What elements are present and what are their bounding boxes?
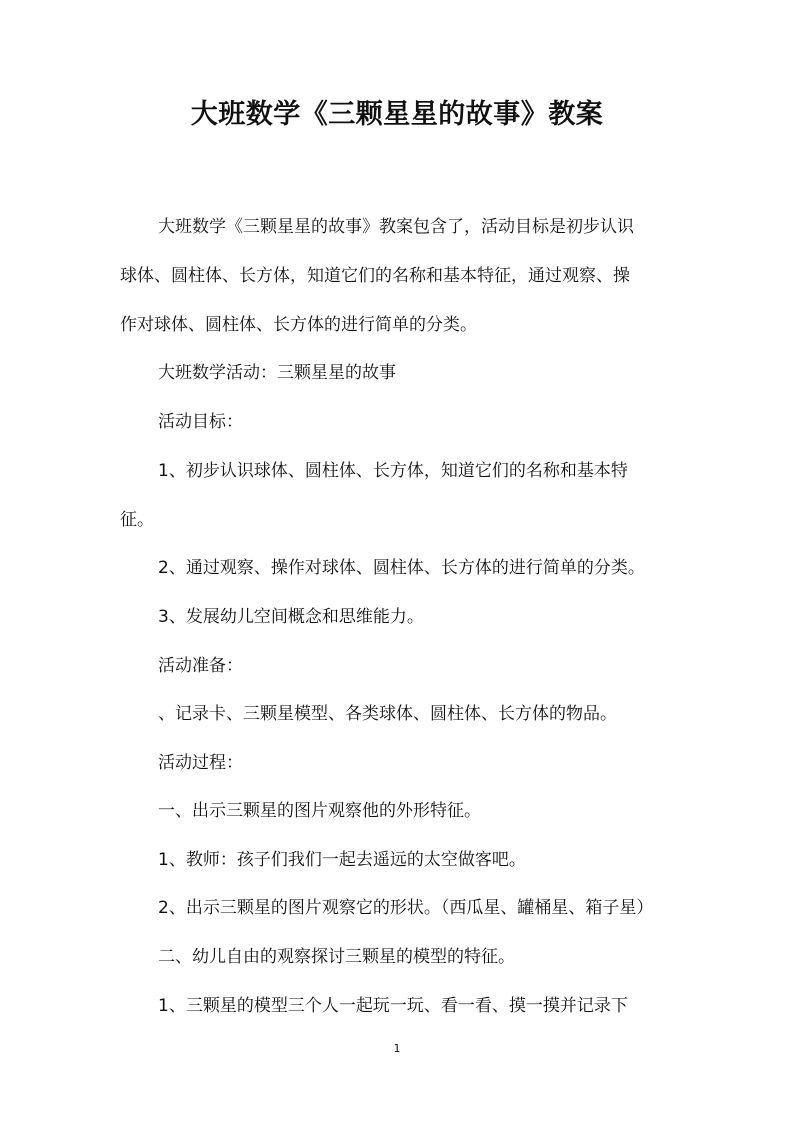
section-heading: 活动过程： [158, 753, 243, 773]
document-title: 大班数学《三颗星星的故事》教案 [190, 99, 604, 130]
section-heading: 活动准备： [158, 656, 243, 676]
list-item: 2、通过观察、操作对球体、圆柱体、长方体的进行简单的分类。 [158, 558, 645, 578]
list-item: 一、出示三颗星的图片观察他的外形特征。 [158, 801, 481, 821]
list-item-continuation: 征。 [120, 510, 154, 530]
list-item: 1、初步认识球体、圆柱体、长方体，知道它们的名称和基本特 [158, 461, 628, 481]
list-item: 1、三颗星的模型三个人一起玩一玩、看一看、摸一摸并记录下 [158, 996, 628, 1016]
page-number: 1 [393, 1042, 401, 1055]
list-item: 3、发展幼儿空间概念和思维能力。 [158, 607, 424, 627]
paragraph-line: 球体、圆柱体、长方体，知道它们的名称和基本特征，通过观察、操 [120, 266, 630, 286]
paragraph-line: 、记录卡、三颗星模型、各类球体、圆柱体、长方体的物品。 [158, 704, 617, 724]
section-heading: 活动目标： [158, 412, 243, 432]
paragraph-line: 作对球体、圆柱体、长方体的进行简单的分类。 [120, 315, 477, 335]
paragraph-line: 大班数学活动：三颗星星的故事 [158, 363, 396, 383]
list-item: 1、教师：孩子们我们一起去遥远的太空做客吧。 [158, 850, 526, 870]
paragraph-line: 大班数学《三颗星星的故事》教案包含了，活动目标是初步认识 [158, 217, 634, 237]
list-item: 2、出示三颗星的图片观察它的形状。（西瓜星、罐桶星、箱子星） [158, 898, 654, 918]
list-item: 二、幼儿自由的观察探讨三颗星的模型的特征。 [158, 947, 515, 967]
